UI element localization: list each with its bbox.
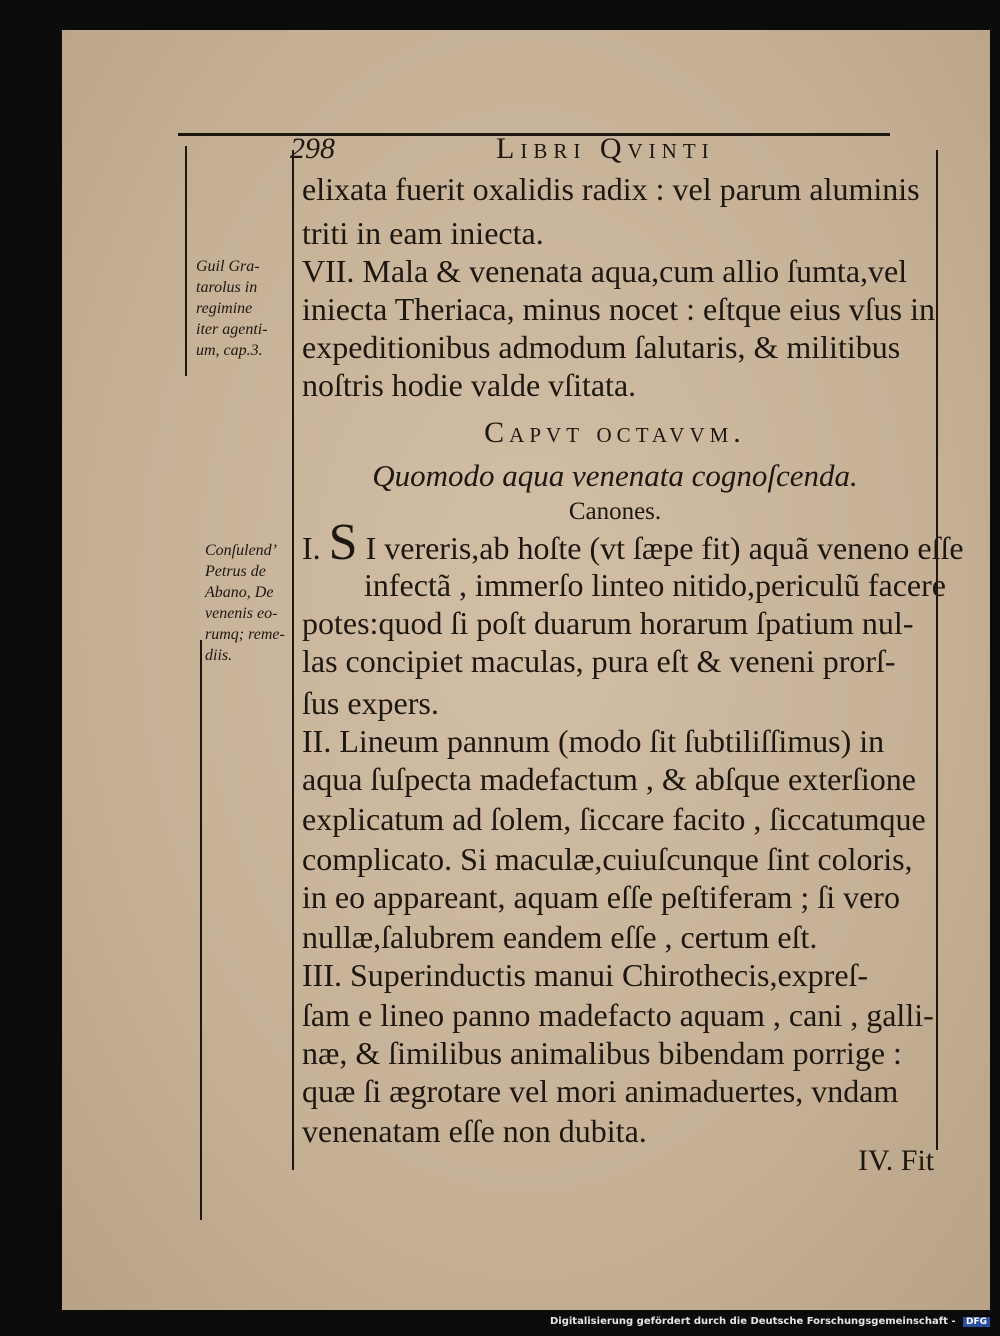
text-rule-left	[292, 150, 294, 1170]
chapter-title: Capvt octavvm.	[484, 416, 746, 449]
text-line: næ, & ſimilibus animalibus bibendam porrige :	[302, 1035, 902, 1071]
marginal-note-1: Guil Gra- tarolus in regimine iter agenti- um, cap.3.	[196, 258, 268, 359]
page-header	[290, 132, 940, 172]
chapter-subtitle: Quomodo aqua venenata cognoſcenda.	[372, 458, 858, 493]
text-line: elixata fuerit oxalidis radix : vel parum aluminis	[302, 171, 920, 207]
digitization-footer	[0, 1316, 990, 1327]
running-head: Libri Qvinti	[496, 132, 715, 165]
text-line: expeditionibus admodum ſalutaris, & militibus	[302, 329, 901, 365]
canon-1-first-line: I. S I vereris,ab hoſte (vt ſæpe fit) aquã veneno eſſe	[302, 514, 964, 571]
marginal-note-2: Conſulend’ Petrus de Abano, De venenis eo- rumq; reme- diis.	[205, 542, 285, 664]
text-line: noſtris hodie valde vſitata.	[302, 367, 637, 403]
text-line: infectã , immerſo linteo nitido,periculũ facere	[364, 567, 946, 603]
text-line: ſam e lineo panno madefacto aquam , cani , galli-	[302, 997, 934, 1033]
text-line: venenatam eſſe non dubita.	[302, 1113, 647, 1149]
margin-rule-left-lower	[200, 640, 202, 1220]
text-line: ſus expers.	[302, 685, 439, 721]
text-line: quæ ſi ægrotare vel mori animaduertes, vndam	[302, 1073, 899, 1109]
catchword: IV. Fit	[858, 1144, 935, 1177]
text-line: complicato. Si maculæ,cuiuſcunque ſint coloris,	[302, 841, 913, 877]
text-line: nullæ,ſalubrem eandem eſſe , certum eſt.	[302, 919, 818, 955]
text-line: VII. Mala & venenata aqua,cum allio ſumta,vel	[302, 253, 908, 289]
margin-rule-left	[185, 146, 187, 376]
text-line: in eo appareant, aquam eſſe peſtiferam ; ſi vero	[302, 879, 900, 915]
dfg-logo: DFG	[963, 1317, 990, 1327]
text-line: explicatum ad ſolem, ſiccare facito , ſiccatumque	[302, 801, 926, 837]
text-line: potes:quod ſi poſt duarum horarum ſpatium nul-	[302, 605, 914, 641]
text-line: aqua ſuſpecta madefactum , & abſque exterſione	[302, 761, 916, 797]
footer-credit: Digitalisierung gefördert durch die Deutsche Forschungsgemeinschaft -	[549, 1316, 956, 1327]
text-line: II. Lineum pannum (modo ſit ſubtiliſſimus) in	[302, 723, 885, 759]
canons-heading: Canones.	[568, 498, 662, 525]
text-line: III. Superinductis manui Chirothecis,expreſ-	[302, 957, 869, 993]
text-rule-right	[936, 150, 938, 1150]
text-line: triti in eam iniecta.	[302, 215, 544, 251]
drop-initial: S	[328, 514, 358, 571]
text-line: iniecta Theriaca, minus nocet : eſtque eius vſus in	[302, 291, 935, 327]
page-number: 298	[290, 132, 335, 165]
text-line: las concipiet maculas, pura eſt & veneni prorſ-	[302, 643, 896, 679]
canon-numeral: I.	[302, 530, 321, 566]
